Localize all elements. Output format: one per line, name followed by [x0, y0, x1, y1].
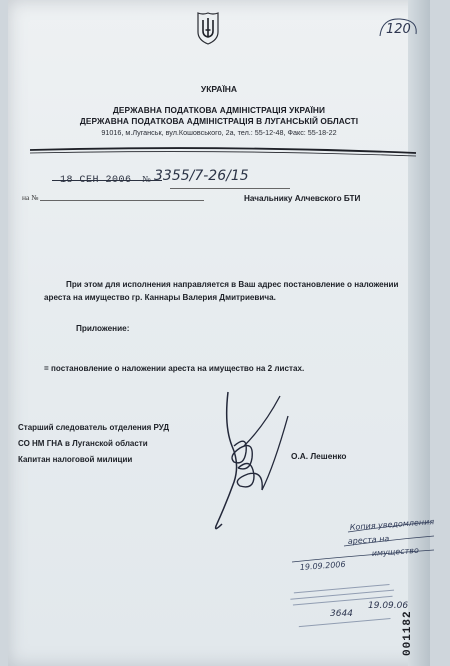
- signatory-name: О.А. Лешенко: [291, 451, 347, 461]
- signatory-position: [18, 420, 218, 468]
- number-underline: [170, 188, 290, 189]
- header-authority: ДЕРЖАВНА ПОДАТКОВА АДМІНІСТРАЦІЯ УКРАЇНИ: [112, 105, 326, 115]
- page-number: 120: [386, 22, 411, 37]
- attachment-title: Приложение:: [76, 324, 130, 333]
- header-country: УКРАЇНА: [200, 84, 238, 94]
- body-text: При этом для исполнения направляется в Ваш адрес постановление о наложении ареста на имущество гр. Каннары Валерия Дмитриевича.: [44, 280, 399, 302]
- margin-note-line: ареста на: [347, 534, 390, 546]
- header-divider: [28, 145, 418, 159]
- header-regional-authority: ДЕРЖАВНА ПОДАТКОВА АДМІНІСТРАЦІЯ В ЛУГАНСЬКІЙ ОБЛАСТІ: [79, 116, 359, 126]
- body-paragraph: [44, 278, 416, 304]
- coat-of-arms-icon: [196, 10, 220, 46]
- attachment-item: = постановление о наложении ареста на имущество на 2 листах.: [44, 364, 305, 373]
- outgoing-number: 3355/7-26/15: [154, 168, 249, 184]
- stamp-registration-number: 3644: [330, 609, 353, 619]
- archive-number: 001182: [402, 610, 414, 656]
- incoming-number-label: на №: [22, 193, 39, 202]
- signatory-line: Старший следователь отделения РУД: [18, 423, 170, 432]
- margin-note-date: 19.09.2006: [299, 559, 346, 572]
- header-address: 91016, м.Луганськ, вул.Кошовського, 2а, тел.: 55-12-48, Факс: 55-18-22: [101, 128, 337, 137]
- signatory-line: Капитан налоговой милиции: [18, 455, 133, 464]
- margin-note-line: Копия уведомления: [349, 517, 435, 532]
- incoming-number-line: [40, 200, 204, 201]
- handwritten-signature: [204, 386, 300, 534]
- signatory-line: СО НМ ГНА в Луганской области: [18, 439, 148, 448]
- number-label: №: [142, 174, 151, 184]
- stamp-date: 19.09.06: [368, 601, 409, 611]
- document-sheet: [8, 0, 435, 666]
- addressee: Начальнику Алчевского БТИ: [244, 194, 361, 203]
- margin-note-line: имущество: [371, 545, 420, 558]
